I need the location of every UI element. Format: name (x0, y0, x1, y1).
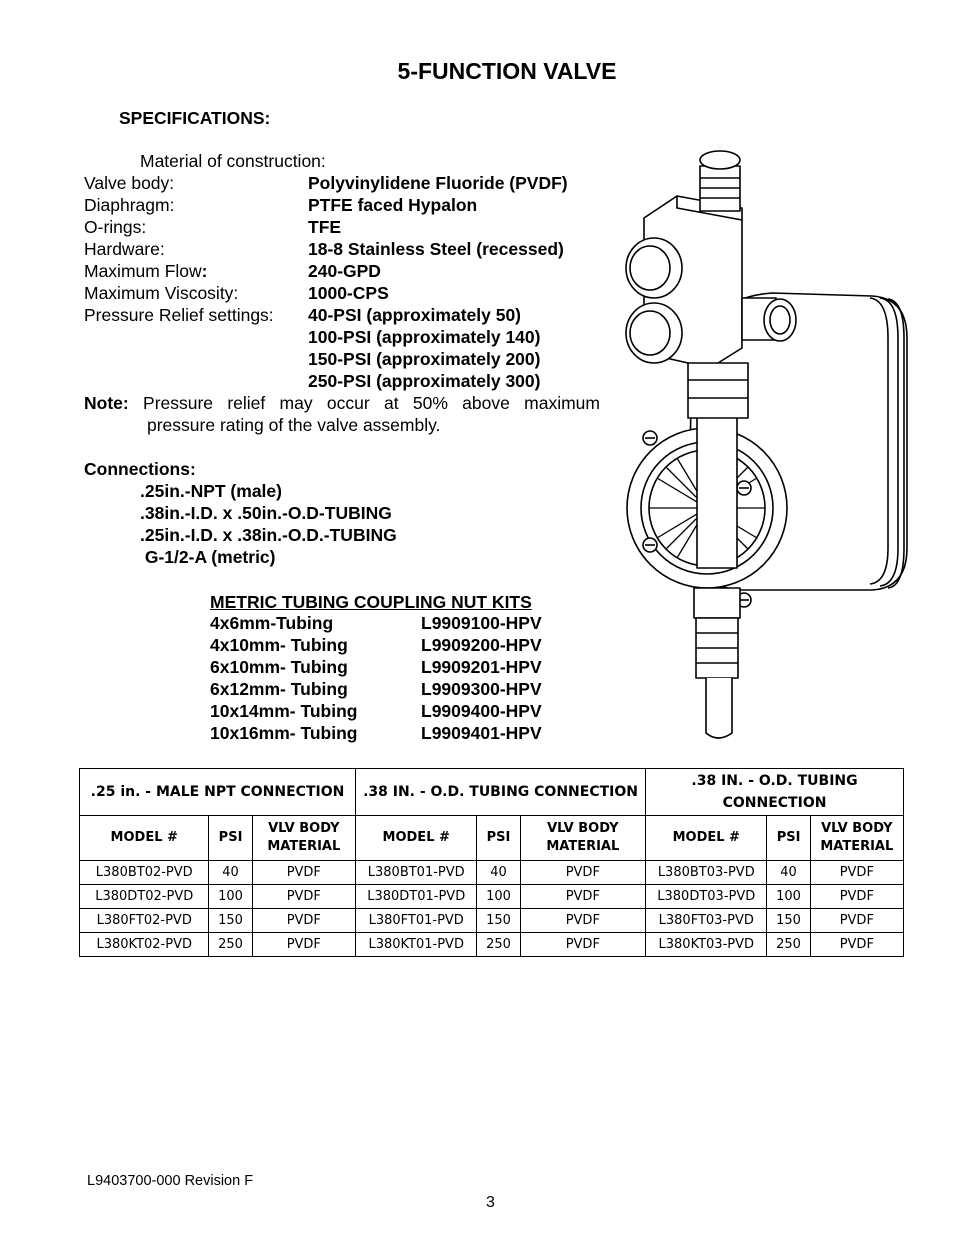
spec-value-o-rings: TFE (308, 217, 342, 237)
col-model: MODEL # (646, 816, 767, 861)
table-row (80, 933, 904, 957)
page-title: 5-FUNCTION VALVE (397, 58, 617, 84)
cell: 150 (477, 909, 520, 933)
table-group-header (80, 769, 904, 816)
col-material: VLV BODY MATERIAL (520, 816, 645, 861)
col-model: MODEL # (80, 816, 209, 861)
cell: 100 (477, 885, 520, 909)
spec-value-valve-body: Polyvinylidene Fluoride (PVDF) (308, 173, 568, 193)
cell: 100 (767, 885, 810, 909)
cell: L380FT02-PVD (80, 909, 209, 933)
cell: PVDF (520, 861, 645, 885)
specifications-heading: SPECIFICATIONS: (119, 108, 271, 128)
table-row (80, 885, 904, 909)
cell: 250 (767, 933, 810, 957)
cell: 40 (767, 861, 810, 885)
kit-part: L9909100-HPV (421, 613, 542, 633)
kit-size: 10x14mm- Tubing (210, 701, 358, 721)
pump-valve-illustration (622, 148, 912, 748)
note-line-2: pressure rating of the valve assembly. (147, 415, 441, 435)
note-line-1 (84, 393, 600, 414)
table-row (80, 909, 904, 933)
group-tubing-03: .38 IN. - O.D. TUBING CONNECTION (646, 769, 904, 816)
cell: L380FT01-PVD (356, 909, 477, 933)
cell: PVDF (252, 885, 355, 909)
connection-item: .25in.-I.D. x .38in.-O.D.-TUBING (140, 525, 397, 545)
spec-label-pressure-relief: Pressure Relief settings: (84, 305, 274, 325)
cell: PVDF (520, 933, 645, 957)
kit-size: 10x16mm- Tubing (210, 723, 358, 743)
model-table (79, 768, 904, 957)
relief-setting-250: 250-PSI (approximately 300) (308, 371, 541, 391)
cell: 150 (767, 909, 810, 933)
document-footer: L9403700-000 Revision F (87, 1173, 254, 1189)
cell: L380DT01-PVD (356, 885, 477, 909)
cell: PVDF (810, 909, 903, 933)
kit-size: 6x12mm- Tubing (210, 679, 348, 699)
cell: PVDF (520, 909, 645, 933)
col-model: MODEL # (356, 816, 477, 861)
kit-part: L9909201-HPV (421, 657, 542, 677)
spec-value-pressure-relief: 40-PSI (approximately 50) (308, 305, 521, 325)
table-column-header (80, 816, 904, 861)
cell: L380FT03-PVD (646, 909, 767, 933)
note-text-1: Pressure relief may occur at 50% above maximum (143, 393, 600, 413)
cell: PVDF (252, 909, 355, 933)
cell: L380BT01-PVD (356, 861, 477, 885)
kit-size: 4x10mm- Tubing (210, 635, 348, 655)
group-npt: .25 in. - MALE NPT CONNECTION (80, 769, 356, 816)
spec-label-diaphragm: Diaphragm: (84, 195, 175, 215)
relief-setting-150: 150-PSI (approximately 200) (308, 349, 541, 369)
col-psi: PSI (767, 816, 810, 861)
relief-setting-100: 100-PSI (approximately 140) (308, 327, 541, 347)
cell: L380KT02-PVD (80, 933, 209, 957)
kit-part: L9909200-HPV (421, 635, 542, 655)
col-psi: PSI (209, 816, 252, 861)
kit-part: L9909400-HPV (421, 701, 542, 721)
cell: L380BT03-PVD (646, 861, 767, 885)
col-material: VLV BODY MATERIAL (252, 816, 355, 861)
cell: 150 (209, 909, 252, 933)
spec-value-hardware: 18-8 Stainless Steel (recessed) (308, 239, 564, 259)
cell: 40 (209, 861, 252, 885)
spec-value-diaphragm: PTFE faced Hypalon (308, 195, 478, 215)
kit-size: 4x6mm-Tubing (210, 613, 334, 633)
cell: 100 (209, 885, 252, 909)
spec-value-max-viscosity: 1000-CPS (308, 283, 389, 303)
kits-heading: METRIC TUBING COUPLING NUT KITS (210, 592, 532, 612)
spec-label-o-rings: O-rings: (84, 217, 147, 237)
table-row (80, 861, 904, 885)
spec-label-max-viscosity: Maximum Viscosity: (84, 283, 239, 303)
kit-part: L9909401-HPV (421, 723, 542, 743)
col-psi: PSI (477, 816, 520, 861)
connections-heading: Connections: (84, 459, 196, 479)
connection-item: .25in.-NPT (male) (140, 481, 282, 501)
cell: 250 (477, 933, 520, 957)
connection-item: .38in.-I.D. x .50in.-O.D-TUBING (140, 503, 392, 523)
cell: L380KT01-PVD (356, 933, 477, 957)
kit-part: L9909300-HPV (421, 679, 542, 699)
cell: PVDF (810, 861, 903, 885)
group-tubing-01: .38 IN. - O.D. TUBING CONNECTION (356, 769, 646, 816)
cell: PVDF (810, 885, 903, 909)
max-flow-label-colon: : (201, 261, 208, 281)
cell: 250 (209, 933, 252, 957)
note-label: Note: (84, 393, 129, 413)
spec-label-valve-body: Valve body: (84, 173, 175, 193)
page-number: 3 (486, 1194, 495, 1211)
kit-size: 6x10mm- Tubing (210, 657, 348, 677)
spec-value-max-flow: 240-GPD (308, 261, 381, 281)
connection-item: G-1/2-A (metric) (140, 547, 276, 567)
cell: L380BT02-PVD (80, 861, 209, 885)
spec-label-hardware: Hardware: (84, 239, 165, 259)
cell: PVDF (810, 933, 903, 957)
cell: 40 (477, 861, 520, 885)
cell: PVDF (520, 885, 645, 909)
cell: PVDF (252, 933, 355, 957)
spec-label-max-flow (84, 261, 207, 282)
cell: L380DT02-PVD (80, 885, 209, 909)
cell: L380KT03-PVD (646, 933, 767, 957)
cell: L380DT03-PVD (646, 885, 767, 909)
material-intro: Material of construction: (140, 151, 326, 171)
col-material: VLV BODY MATERIAL (810, 816, 903, 861)
max-flow-label-text: Maximum Flow (84, 261, 202, 281)
cell: PVDF (252, 861, 355, 885)
